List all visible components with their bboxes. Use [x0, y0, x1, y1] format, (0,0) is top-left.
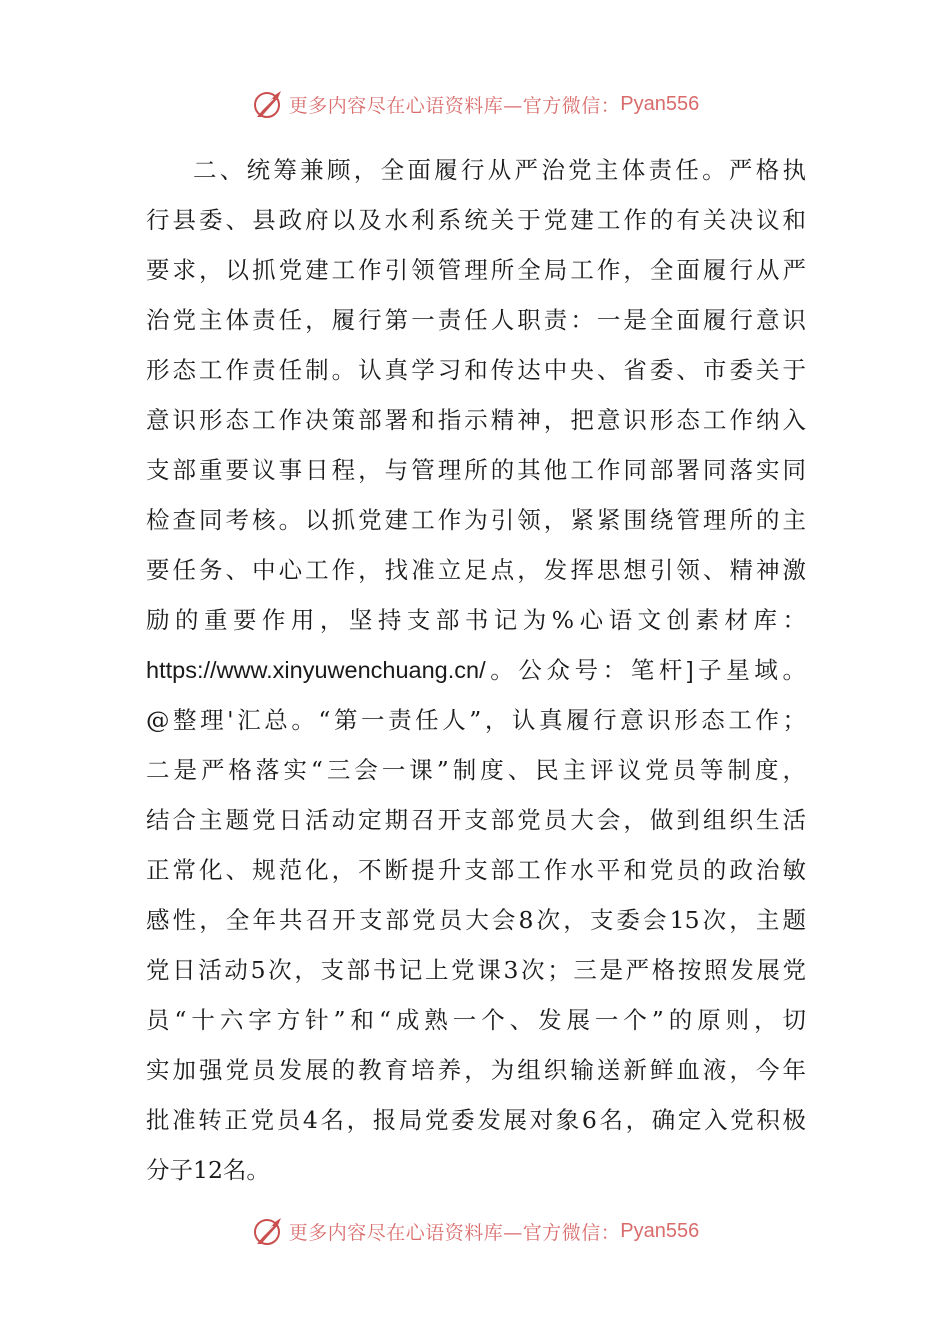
header-watermark — [0, 84, 950, 124]
text-line: 员“十六字方针”和“成熟一个、发展一个”的原则，切 — [146, 1006, 806, 1034]
text-line: 正常化、规范化，不断提升支部工作水平和党员的政治敏 — [146, 856, 806, 884]
text-line: 批准转正党员4名，报局党委发展对象6名，确定入党积极 — [146, 1106, 806, 1134]
text-line: 检查同考核。以抓党建工作为引领，紧紧围绕管理所的主 — [146, 506, 806, 534]
document-paragraph — [146, 145, 806, 1195]
text-line: 二是严格落实“三会一课”制度、民主评议党员等制度， — [146, 756, 806, 784]
text-line: 励的重要作用，坚持支部书记为%心语文创素材库： — [146, 606, 806, 634]
text-line: 意识形态工作决策部署和指示精神，把意识形态工作纳入 — [146, 406, 806, 434]
text-line: 要任务、中心工作，找准立足点，发挥思想引领、精神激 — [146, 556, 806, 584]
watermark-text: 更多内容尽在心语资料库—官方微信： — [288, 1221, 621, 1244]
text-line: 形态工作责任制。认真学习和传达中央、省委、市委关于 — [146, 356, 806, 384]
quill-logo-icon — [251, 87, 285, 121]
watermark-wechat-id: Pyan556 — [620, 1219, 700, 1242]
text-line-url: https://www.xinyuwenchuang.cn/。公众号：笔杆]子星域。 — [146, 657, 806, 683]
text-line: 支部重要议事日程，与管理所的其他工作同部署同落实同 — [146, 456, 806, 484]
text-line: 治党主体责任，履行第一责任人职责：一是全面履行意识 — [146, 306, 806, 334]
text-line: 行县委、县政府以及水利系统关于党建工作的有关决议和 — [146, 206, 806, 234]
quill-logo-icon — [251, 1214, 285, 1248]
text-line: @整理'汇总。“第一责任人”，认真履行意识形态工作； — [146, 706, 806, 734]
watermark-text: 更多内容尽在心语资料库—官方微信： — [288, 94, 621, 117]
text-line: 实加强党员发展的教育培养，为组织输送新鲜血液，今年 — [146, 1056, 806, 1084]
text-line: 党日活动5次，支部书记上党课3次；三是严格按照发展党 — [146, 956, 806, 984]
text-line: 结合主题党日活动定期召开支部党员大会，做到组织生活 — [146, 806, 806, 834]
text-line: 感性，全年共召开支部党员大会8次，支委会15次，主题 — [146, 906, 806, 934]
footer-watermark — [0, 1211, 950, 1251]
watermark-wechat-id: Pyan556 — [620, 92, 700, 115]
text-line: 二、统筹兼顾，全面履行从严治党主体责任。严格执 — [193, 156, 806, 184]
text-line: 分子12名。 — [146, 1156, 270, 1184]
text-line: 要求，以抓党建工作引领管理所全局工作，全面履行从严 — [146, 256, 806, 284]
